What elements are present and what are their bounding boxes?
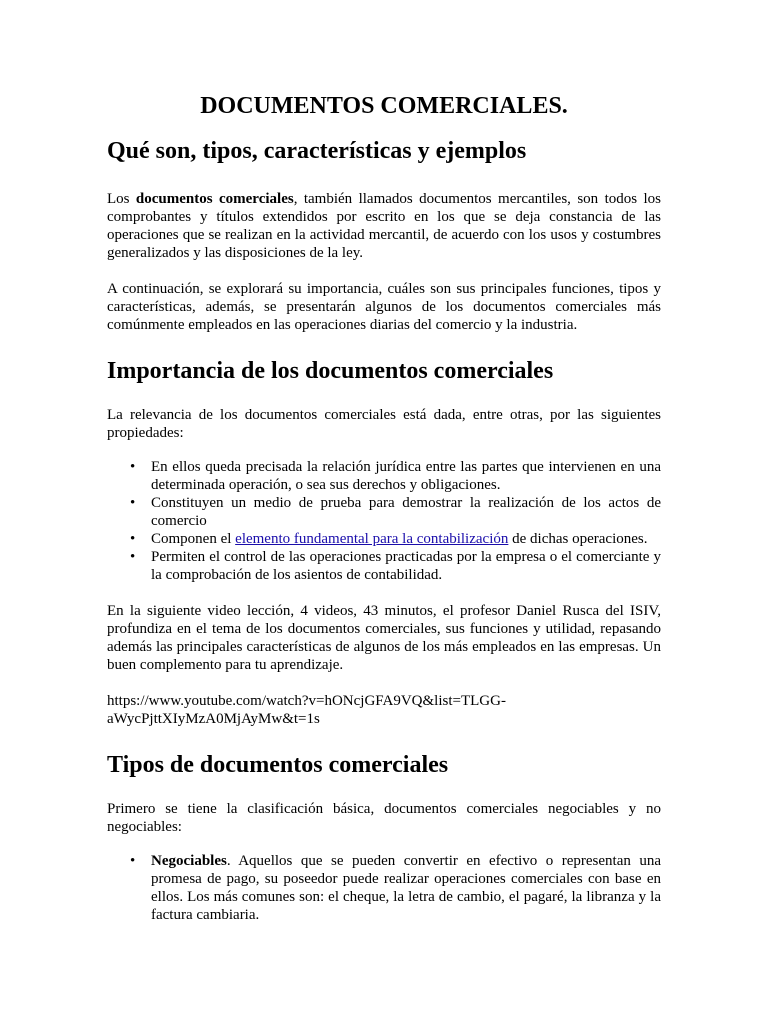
list-item [130, 548, 661, 584]
list-item-text-pre: Componen el [151, 531, 236, 547]
section-heading-importancia: Importancia de los documentos comerciales [107, 358, 554, 384]
intro-bold-term: documentos comerciales [135, 191, 294, 207]
list-item [130, 852, 661, 924]
list-item-text: Permiten el control de las operaciones practicadas por la empresa o el comerciante y la comprobación de los asientos de contabilidad. [151, 549, 661, 583]
document-subtitle: Qué son, tipos, características y ejemplos [107, 138, 527, 164]
bullet-icon: • [130, 459, 136, 475]
bullet-icon: • [130, 531, 136, 547]
tipos-list [107, 852, 661, 924]
list-item-bold-term: Negociables [151, 853, 227, 869]
video-paragraph: En la siguiente video lección, 4 videos, 43 minutos, el profesor Daniel Rusca del ISIV, profundiza en el tema de los documentos comerciales, sus funciones y utilidad, repasando además las principales características de algunos de los más empleados en las empresas. Un buen complemento para tu aprendizaje. [107, 603, 661, 673]
list-item-text: Constituyen un medio de prueba para demostrar la realización de los actos de comercio [151, 495, 661, 529]
list-item [130, 494, 661, 530]
bullet-icon: • [130, 853, 136, 869]
intro-paragraph-1 [107, 190, 661, 262]
video-url-line-1: https://www.youtube.com/watch?v=hONcjGFA9VQ&list=TLGG- [107, 693, 506, 709]
document-title: DOCUMENTOS COMERCIALES. [200, 93, 568, 119]
list-item [130, 458, 661, 494]
importancia-lead: La relevancia de los documentos comerciales está dada, entre otras, por las siguientes propiedades: [107, 407, 661, 441]
list-item-text-post: de dichas operaciones. [508, 531, 648, 547]
video-url-line-2: aWycPjttXIyMzA0MjAyMw&t=1s [107, 711, 320, 727]
bullet-icon: • [130, 549, 136, 565]
intro-text-post: , también llamados documentos mercantiles, son todos los comprobantes y títulos extendidos por escrito en los que se deja constancia de las operaciones que se realizan en la actividad mercantil, de acuerdo con los usos y costumbres generalizados y las disposiciones de la ley. [107, 191, 661, 261]
section-heading-tipos: Tipos de documentos comerciales [107, 752, 449, 778]
tipos-lead: Primero se tiene la clasificación básica, documentos comerciales negociables y no negociables: [107, 801, 661, 835]
contabilizacion-link[interactable]: elemento fundamental para la contabilización [235, 531, 509, 547]
importancia-list [107, 458, 661, 584]
list-item-text: En ellos queda precisada la relación jurídica entre las partes que intervienen en una determinada operación, o sea sus derechos y obligaciones. [151, 459, 661, 493]
list-item [130, 530, 661, 548]
list-item-text-post: . Aquellos que se pueden convertir en efectivo o representan una promesa de pago, su poseedor puede realizar operaciones comerciales con base en ellos. Los más comunes son: el cheque, la letra de cambio, el pagaré, la libranza y la factura cambiaria. [151, 853, 661, 923]
bullet-icon: • [130, 495, 136, 511]
video-url [107, 692, 661, 728]
intro-text-pre: Los [107, 191, 136, 207]
intro-paragraph-2: A continuación, se explorará su importancia, cuáles son sus principales funciones, tipos y características, además, se presentarán algunos de los documentos comerciales más comúnmente empleados en las operaciones diarias del comercio y la industria. [107, 281, 661, 333]
